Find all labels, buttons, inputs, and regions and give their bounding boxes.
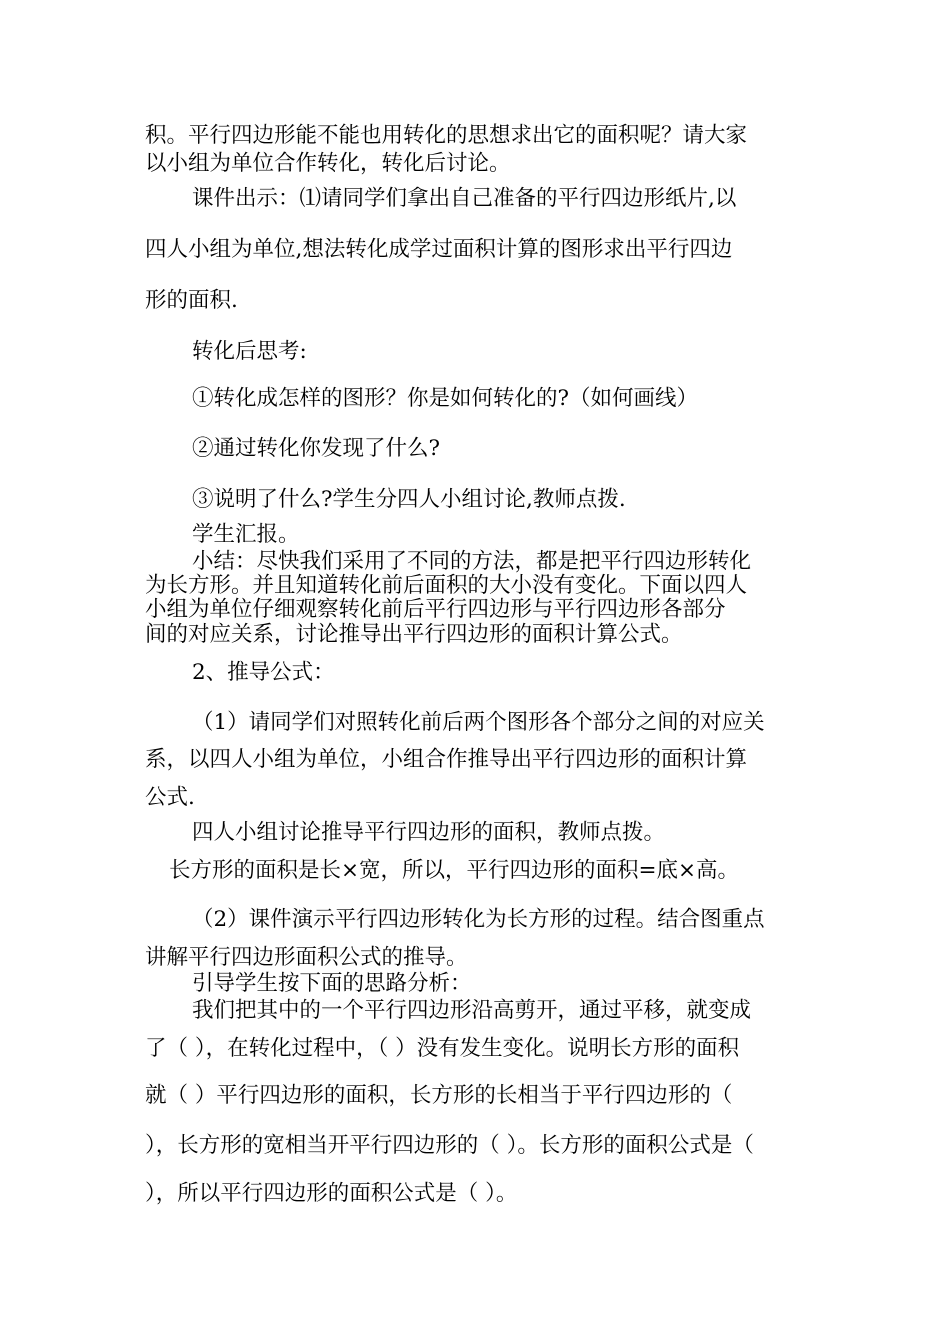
section-heading: 2、推导公式： — [192, 660, 335, 685]
text-line: 四人小组讨论推导平行四边形的面积，教师点拨。 — [192, 820, 666, 845]
text-line: 为长方形。并且知道转化前后面积的大小没有变化。下面以四人 — [145, 573, 748, 598]
text-line: 小结：尽快我们采用了不同的方法，都是把平行四边形转化 — [192, 549, 752, 574]
text-line: ），长方形的宽相当开平行四边形的（ ）。长方形的面积公式是（ — [145, 1133, 754, 1158]
text-line: 以小组为单位合作转化，转化后讨论。 — [145, 151, 511, 176]
formula-line: 长方形的面积是长×宽，所以，平行四边形的面积=底×高。 — [169, 858, 740, 883]
text-line: （2）课件演示平行四边形转化为长方形的过程。结合图重点 — [192, 907, 765, 932]
text-line: 学生汇报。 — [192, 522, 300, 547]
text-line: 公式. — [145, 785, 195, 810]
text-line: 讲解平行四边形面积公式的推导。 — [145, 945, 468, 970]
text-line: ③说明了什么?学生分四人小组讨论,教师点拨. — [192, 487, 626, 512]
text-line: 引导学生按下面的思路分析： — [192, 971, 472, 996]
text-line: （1）请同学们对照转化前后两个图形各个部分之间的对应关 — [192, 710, 765, 735]
text-line: 小组为单位仔细观察转化前后平行四边形与平行四边形各部分 — [145, 597, 726, 622]
text-line: 就（ ）平行四边形的面积，长方形的长相当于平行四边形的（ — [145, 1083, 733, 1108]
text-line: 形的面积. — [145, 288, 238, 313]
text-line: 了（ ），在转化过程中，（ ）没有发生变化。说明长方形的面积 — [145, 1036, 740, 1061]
text-line: 四人小组为单位,想法转化成学过面积计算的图形求出平行四边 — [145, 237, 733, 262]
text-line: 我们把其中的一个平行四边形沿高剪开，通过平移，就变成 — [192, 998, 752, 1023]
text-line: 积。平行四边形能不能也用转化的思想求出它的面积呢？请大家 — [145, 123, 748, 148]
text-line: ②通过转化你发现了什么? — [192, 436, 441, 461]
text-line: 转化后思考: — [192, 339, 307, 364]
text-line: ），所以平行四边形的面积公式是（ ）。 — [145, 1181, 518, 1206]
text-line: 间的对应关系，讨论推导出平行四边形的面积计算公式。 — [145, 622, 683, 647]
text-line: 系，以四人小组为单位，小组合作推导出平行四边形的面积计算 — [145, 747, 748, 772]
text-line: 课件出示：⑴请同学们拿出自己准备的平行四边形纸片,以 — [192, 186, 737, 211]
text-line: ①转化成怎样的图形？你是如何转化的?（如何画线） — [192, 386, 699, 411]
